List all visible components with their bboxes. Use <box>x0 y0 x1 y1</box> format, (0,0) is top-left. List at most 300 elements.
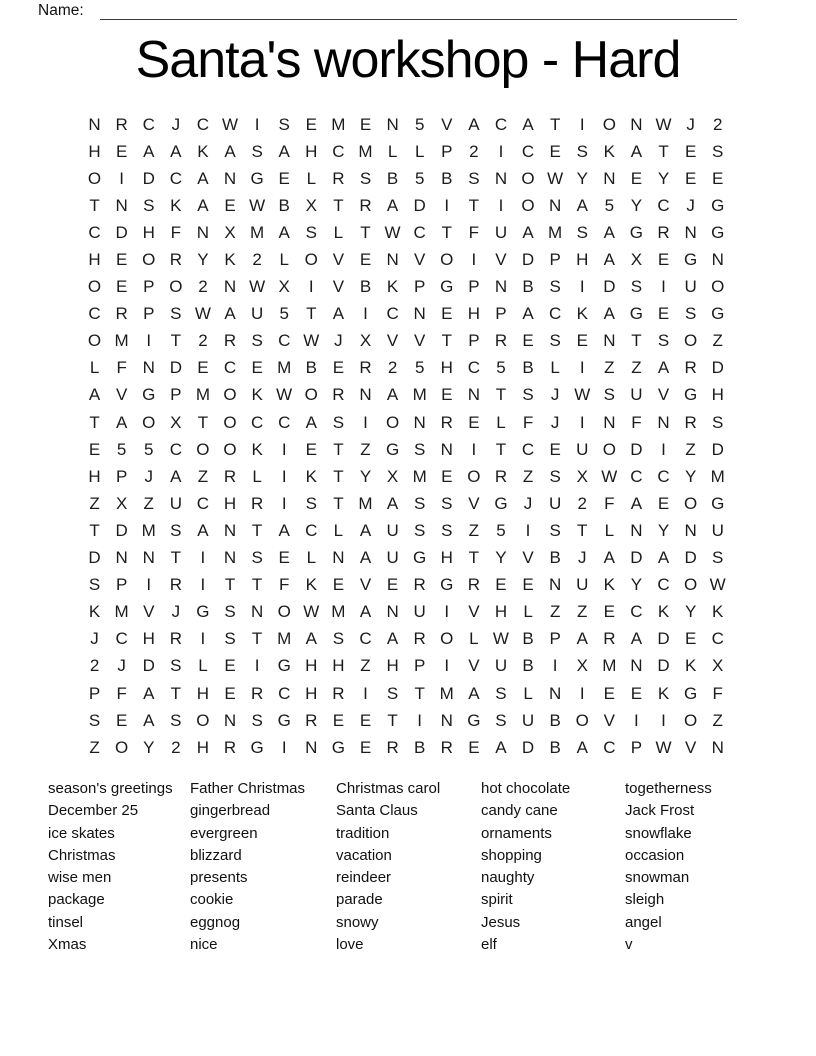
grid-cell: A <box>468 114 480 134</box>
word-item: tinsel <box>48 913 84 931</box>
word-item: v <box>625 936 633 954</box>
grid-cell: E <box>359 114 372 134</box>
grid-cell: 5 <box>144 439 154 459</box>
word-item: ice skates <box>48 824 115 842</box>
grid-cell: 5 <box>414 168 425 188</box>
grid-cell: N <box>494 168 508 188</box>
grid-cell: I <box>308 277 314 297</box>
grid-cell: N <box>142 548 155 568</box>
grid-cell: E <box>549 439 561 459</box>
grid-cell: U <box>494 656 508 676</box>
grid-cell: D <box>142 656 155 676</box>
grid-cell: E <box>657 250 670 270</box>
grid-cell: C <box>278 331 291 351</box>
grid-cell: S <box>495 683 507 703</box>
grid-cell: I <box>200 548 206 568</box>
grid-cell: N <box>630 114 643 134</box>
grid-cell: L <box>89 358 100 378</box>
grid-cell: B <box>522 629 534 649</box>
grid-cell: I <box>498 195 504 215</box>
grid-cell: A <box>603 304 615 324</box>
word-item: sleigh <box>625 891 665 909</box>
grid-cell: S <box>684 304 697 324</box>
grid-cell: Z <box>89 493 100 513</box>
grid-cell: I <box>146 331 152 351</box>
grid-cell: I <box>281 493 287 513</box>
grid-cell: S <box>224 629 236 649</box>
word-item: Jack Frost <box>625 802 695 820</box>
grid-cell: D <box>630 439 643 459</box>
grid-cell: N <box>88 114 101 134</box>
grid-cell: O <box>196 710 210 730</box>
grid-cell: X <box>359 331 372 351</box>
grid-cell: P <box>630 737 643 757</box>
grid-cell: C <box>467 358 480 378</box>
grid-cell: G <box>711 222 725 242</box>
grid-cell: L <box>604 520 615 540</box>
grid-cell: C <box>413 222 426 242</box>
grid-cell: Z <box>89 737 100 757</box>
grid-cell: O <box>711 277 725 297</box>
grid-cell: R <box>169 575 182 595</box>
grid-cell: S <box>576 222 588 242</box>
grid-cell: G <box>440 575 454 595</box>
word-item: nice <box>190 936 218 954</box>
grid-cell: K <box>684 656 697 676</box>
grid-cell: U <box>494 222 508 242</box>
grid-cell: U <box>684 277 697 297</box>
grid-cell: P <box>414 277 426 297</box>
grid-cell: Z <box>522 466 534 486</box>
grid-cell: J <box>577 548 587 568</box>
grid-cell: N <box>603 331 616 351</box>
grid-cell: R <box>250 683 264 703</box>
grid-cell: M <box>114 602 129 622</box>
grid-cell: S <box>603 385 615 405</box>
grid-cell: I <box>254 114 260 134</box>
grid-cell: B <box>305 358 317 378</box>
grid-cell: M <box>710 466 725 486</box>
grid-cell: B <box>522 277 534 297</box>
grid-cell: A <box>143 683 155 703</box>
grid-cell: N <box>250 602 264 622</box>
grid-cell: E <box>115 141 128 161</box>
grid-cell: R <box>657 222 670 242</box>
word-item: Jesus <box>481 913 521 931</box>
grid-cell: K <box>386 277 399 297</box>
word-item: snowflake <box>625 824 692 842</box>
grid-cell: J <box>686 195 695 215</box>
grid-cell: X <box>630 250 643 270</box>
grid-cell: P <box>414 656 426 676</box>
grid-cell: T <box>333 195 344 215</box>
grid-cell: D <box>711 439 724 459</box>
grid-cell: E <box>684 168 697 188</box>
grid-cell: S <box>549 277 561 297</box>
grid-cell: G <box>331 737 345 757</box>
grid-cell: A <box>359 548 372 568</box>
grid-cell: H <box>196 737 210 757</box>
grid-cell: N <box>603 168 616 188</box>
grid-cell: E <box>712 168 724 188</box>
grid-cell: S <box>441 493 453 513</box>
grid-cell: C <box>386 304 399 324</box>
word-item: Father Christmas <box>190 780 306 797</box>
grid-cell: N <box>413 304 426 324</box>
grid-cell: V <box>414 250 426 270</box>
grid-cell: T <box>89 520 100 540</box>
grid-cell: K <box>712 602 724 622</box>
grid-cell: S <box>549 466 561 486</box>
grid-cell: 2 <box>198 331 208 351</box>
grid-cell: T <box>658 141 669 161</box>
grid-cell: G <box>250 168 264 188</box>
grid-cell: T <box>89 412 100 432</box>
grid-cell: U <box>386 548 399 568</box>
grid-cell: E <box>522 575 534 595</box>
grid-cell: W <box>709 575 726 595</box>
grid-cell: I <box>552 656 558 676</box>
grid-cell: K <box>603 575 615 595</box>
grid-cell: 2 <box>577 493 587 513</box>
grid-cell: R <box>305 710 318 730</box>
grid-cell: B <box>386 168 399 188</box>
grid-cell: N <box>223 520 237 540</box>
grid-cell: X <box>305 195 317 215</box>
grid-cell: G <box>683 683 698 703</box>
grid-cell: V <box>441 114 453 134</box>
grid-cell: X <box>386 466 399 486</box>
grid-cell: K <box>88 602 101 622</box>
grid-cell: A <box>305 412 317 432</box>
grid-cell: E <box>332 575 345 595</box>
grid-cell: O <box>521 168 535 188</box>
grid-cell: D <box>169 358 182 378</box>
grid-cell: Z <box>577 602 588 622</box>
grid-cell: T <box>441 222 452 242</box>
grid-cell: N <box>223 277 237 297</box>
grid-cell: I <box>281 466 287 486</box>
grid-cell: C <box>521 439 535 459</box>
grid-cell: I <box>254 656 260 676</box>
word-list-column <box>481 778 570 956</box>
grid-cell: R <box>169 250 182 270</box>
grid-cell: O <box>142 250 156 270</box>
grid-cell: A <box>359 520 372 540</box>
grid-cell: L <box>333 222 344 242</box>
grid-cell: K <box>251 385 263 405</box>
grid-cell: Y <box>657 520 670 540</box>
word-list-column <box>190 778 305 956</box>
grid-cell: H <box>440 358 453 378</box>
grid-cell: G <box>277 656 291 676</box>
grid-cell: M <box>602 656 617 676</box>
grid-cell: H <box>88 250 101 270</box>
word-item: occasion <box>625 846 685 864</box>
grid-cell: A <box>576 737 588 757</box>
grid-cell: A <box>630 629 643 649</box>
grid-cell: T <box>306 304 317 324</box>
grid-cell: R <box>684 412 697 432</box>
grid-cell: L <box>198 656 208 676</box>
grid-cell: J <box>171 602 181 622</box>
grid-cell: P <box>441 141 453 161</box>
grid-cell: T <box>468 548 480 568</box>
grid-cell: G <box>250 737 264 757</box>
grid-cell: O <box>223 439 237 459</box>
grid-cell: M <box>331 114 346 134</box>
grid-cell: I <box>634 710 639 730</box>
grid-cell: I <box>661 277 666 297</box>
grid-cell: S <box>88 575 101 595</box>
grid-cell: K <box>657 683 670 703</box>
grid-cell: N <box>440 439 453 459</box>
grid-cell: S <box>251 710 263 730</box>
grid-cell: 2 <box>252 250 262 270</box>
grid-cell: N <box>359 385 372 405</box>
grid-cell: K <box>251 439 263 459</box>
grid-cell: P <box>143 277 155 297</box>
grid-cell: G <box>683 250 698 270</box>
grid-cell: U <box>630 385 643 405</box>
grid-cell: N <box>657 412 670 432</box>
grid-cell: A <box>603 548 615 568</box>
word-item: wise men <box>48 869 112 887</box>
grid-cell: L <box>523 683 533 703</box>
grid-cell: R <box>413 575 426 595</box>
grid-cell: A <box>197 195 209 215</box>
grid-cell: C <box>88 222 101 242</box>
grid-cell: N <box>115 195 128 215</box>
grid-cell: A <box>522 114 534 134</box>
grid-cell: S <box>170 656 182 676</box>
grid-cell: S <box>414 439 426 459</box>
grid-cell: V <box>414 331 426 351</box>
grid-cell: I <box>363 304 368 324</box>
grid-cell: H <box>440 548 453 568</box>
word-item: reindeer <box>336 869 392 887</box>
grid-cell: T <box>577 520 588 540</box>
grid-cell: I <box>281 737 287 757</box>
grid-cell: K <box>224 250 236 270</box>
grid-cell: N <box>223 168 237 188</box>
grid-cell: R <box>115 304 128 324</box>
word-item: angel <box>625 913 662 931</box>
grid-cell: G <box>711 304 725 324</box>
grid-cell: D <box>521 737 535 757</box>
grid-cell: P <box>549 629 561 649</box>
grid-cell: A <box>278 141 290 161</box>
word-item: presents <box>190 869 248 887</box>
grid-cell: Z <box>685 439 696 459</box>
grid-cell: N <box>142 358 155 378</box>
grid-cell: O <box>115 737 129 757</box>
grid-cell: W <box>547 168 564 188</box>
grid-cell: O <box>304 250 318 270</box>
grid-cell: F <box>170 222 182 242</box>
grid-cell: B <box>522 358 534 378</box>
grid-cell: W <box>384 222 401 242</box>
grid-cell: L <box>279 250 289 270</box>
grid-cell: B <box>549 548 561 568</box>
grid-cell: A <box>576 629 588 649</box>
grid-cell: N <box>386 602 399 622</box>
grid-cell: W <box>221 114 239 134</box>
grid-cell: F <box>116 683 127 703</box>
grid-cell: H <box>386 656 399 676</box>
grid-cell: S <box>657 331 670 351</box>
grid-cell: F <box>116 358 127 378</box>
grid-cell: P <box>468 277 480 297</box>
grid-cell: R <box>386 737 399 757</box>
grid-cell: S <box>332 412 345 432</box>
grid-cell: N <box>630 520 643 540</box>
grid-cell: T <box>387 710 398 730</box>
grid-cell: 5 <box>604 195 615 215</box>
grid-cell: J <box>523 493 533 513</box>
grid-cell: Y <box>359 466 372 486</box>
grid-cell: E <box>441 385 453 405</box>
grid-cell: I <box>471 250 477 270</box>
grid-cell: U <box>413 602 426 622</box>
word-list-column <box>625 778 712 956</box>
grid-cell: C <box>196 114 210 134</box>
grid-cell: C <box>657 195 670 215</box>
grid-cell: O <box>87 331 102 351</box>
grid-cell: 2 <box>712 114 723 134</box>
grid-cell: E <box>224 195 236 215</box>
grid-cell: A <box>170 141 182 161</box>
word-item: December 25 <box>48 802 139 820</box>
grid-cell: R <box>223 331 237 351</box>
grid-cell: M <box>277 629 292 649</box>
grid-cell: 5 <box>414 114 425 134</box>
grid-cell: X <box>712 656 724 676</box>
grid-cell: G <box>142 385 156 405</box>
word-item: spirit <box>481 891 513 909</box>
grid-cell: S <box>332 629 345 649</box>
grid-cell: U <box>576 439 589 459</box>
grid-cell: C <box>250 412 264 432</box>
grid-cell: A <box>522 222 534 242</box>
grid-cell: H <box>196 683 210 703</box>
grid-cell: S <box>251 331 263 351</box>
grid-cell: A <box>170 466 182 486</box>
grid-cell: R <box>332 385 345 405</box>
word-item: tradition <box>336 824 390 842</box>
grid-cell: F <box>604 493 615 513</box>
grid-cell: C <box>494 114 508 134</box>
grid-cell: A <box>224 304 236 324</box>
grid-cell: Y <box>495 548 507 568</box>
grid-cell: O <box>602 439 616 459</box>
grid-cell: N <box>549 683 562 703</box>
grid-cell: H <box>494 602 508 622</box>
grid-cell: T <box>333 466 344 486</box>
grid-cell: T <box>251 575 263 595</box>
grid-cell: E <box>359 250 372 270</box>
grid-cell: H <box>223 493 237 513</box>
grid-cell: E <box>603 602 615 622</box>
grid-cell: O <box>683 575 698 595</box>
grid-cell: N <box>684 520 697 540</box>
grid-cell: I <box>525 520 531 540</box>
grid-cell: 5 <box>414 358 425 378</box>
grid-cell: B <box>549 710 561 730</box>
grid-cell: I <box>119 168 124 188</box>
word-item: Christmas <box>48 846 116 864</box>
grid-cell: A <box>386 629 399 649</box>
grid-cell: A <box>143 141 155 161</box>
grid-cell: N <box>386 114 399 134</box>
grid-cell: X <box>576 656 588 676</box>
grid-cell: Y <box>197 250 209 270</box>
grid-cell: N <box>549 195 562 215</box>
word-item: cookie <box>190 891 234 909</box>
grid-cell: L <box>306 168 317 188</box>
grid-cell: A <box>88 385 101 405</box>
grid-cell: N <box>223 710 237 730</box>
grid-cell: D <box>657 629 670 649</box>
grid-cell: K <box>197 141 209 161</box>
grid-cell: Y <box>657 168 670 188</box>
grid-cell: E <box>522 331 534 351</box>
grid-cell: M <box>358 141 373 161</box>
grid-cell: O <box>683 331 698 351</box>
grid-cell: K <box>657 602 670 622</box>
grid-cell: S <box>251 141 263 161</box>
grid-cell: O <box>87 277 102 297</box>
grid-cell: S <box>305 222 317 242</box>
grid-cell: V <box>684 737 697 757</box>
grid-cell: T <box>549 114 561 134</box>
grid-cell: 2 <box>387 358 398 378</box>
grid-cell: H <box>305 141 318 161</box>
grid-cell: E <box>115 250 128 270</box>
grid-cell: U <box>250 304 264 324</box>
grid-cell: J <box>90 629 99 649</box>
grid-cell: G <box>494 493 508 513</box>
grid-cell: D <box>413 195 426 215</box>
grid-cell: A <box>630 493 643 513</box>
grid-cell: L <box>387 141 398 161</box>
grid-cell: S <box>170 520 182 540</box>
grid-cell: E <box>684 141 697 161</box>
grid-cell: N <box>386 250 399 270</box>
grid-cell: V <box>332 277 345 297</box>
grid-cell: Y <box>576 168 588 188</box>
grid-cell: K <box>603 141 615 161</box>
grid-cell: Z <box>197 466 209 486</box>
grid-cell: L <box>333 520 344 540</box>
grid-cell: T <box>441 331 452 351</box>
word-item: parade <box>336 891 383 909</box>
grid-cell: S <box>549 331 561 351</box>
grid-cell: S <box>522 385 534 405</box>
grid-cell: C <box>278 683 291 703</box>
grid-cell: M <box>114 331 129 351</box>
word-item: gingerbread <box>190 802 271 820</box>
grid-cell: K <box>305 575 317 595</box>
word-item: hot chocolate <box>481 780 571 797</box>
grid-cell: S <box>630 277 643 297</box>
grid-cell: D <box>142 168 155 188</box>
grid-cell: S <box>278 114 290 134</box>
grid-cell: B <box>549 737 561 757</box>
grid-cell: S <box>386 683 399 703</box>
grid-cell: L <box>252 466 262 486</box>
grid-cell: A <box>197 168 209 188</box>
